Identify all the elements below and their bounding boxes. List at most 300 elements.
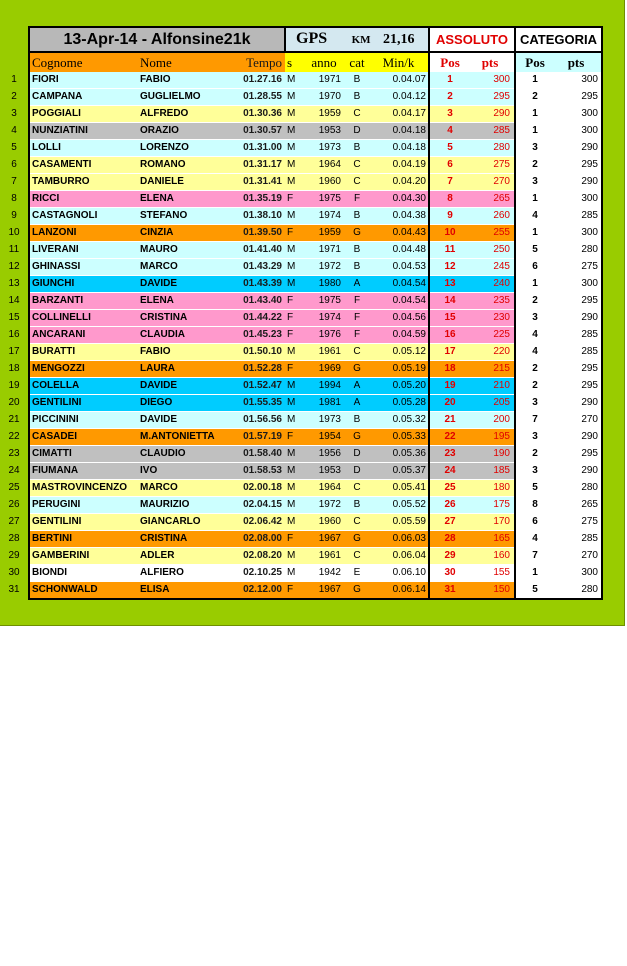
header-tempo[interactable]: Tempo — [228, 52, 285, 72]
cell-sesso[interactable]: F — [285, 225, 307, 242]
cell-tempo[interactable]: 01.30.57 — [228, 123, 285, 140]
cell-cat[interactable]: C — [343, 174, 371, 191]
cell-pts-cat[interactable]: 295 — [554, 378, 602, 395]
cell-anno[interactable]: 1953 — [307, 463, 343, 480]
cell-sesso[interactable]: M — [285, 89, 307, 106]
cell-pts-abs[interactable]: 205 — [470, 395, 515, 412]
cell-pts-cat[interactable]: 285 — [554, 208, 602, 225]
cell-cat[interactable]: D — [343, 123, 371, 140]
header-pos-cat[interactable]: Pos — [515, 52, 554, 72]
cell-pos-abs[interactable]: 28 — [429, 531, 470, 548]
cell-mink[interactable]: 0.06.10 — [371, 565, 429, 582]
cell-cat[interactable]: C — [343, 514, 371, 531]
cell-pts-abs[interactable]: 175 — [470, 497, 515, 514]
cell-sesso[interactable]: M — [285, 208, 307, 225]
cell-anno[interactable]: 1956 — [307, 446, 343, 463]
cell-cat[interactable]: C — [343, 344, 371, 361]
cell-mink[interactable]: 0.05.36 — [371, 446, 429, 463]
cell-cat[interactable]: G — [343, 225, 371, 242]
cell-pts-cat[interactable]: 295 — [554, 157, 602, 174]
cell-cat[interactable]: G — [343, 361, 371, 378]
cell-pos-abs[interactable]: 18 — [429, 361, 470, 378]
cell-sesso[interactable]: M — [285, 259, 307, 276]
cell-pts-abs[interactable]: 200 — [470, 412, 515, 429]
cell-anno[interactable]: 1972 — [307, 497, 343, 514]
cell-pts-cat[interactable]: 285 — [554, 344, 602, 361]
cell-pos-abs[interactable]: 27 — [429, 514, 470, 531]
cell-tempo[interactable]: 01.31.00 — [228, 140, 285, 157]
cell-mink[interactable]: 0.04.17 — [371, 106, 429, 123]
cell-mink[interactable]: 0.05.52 — [371, 497, 429, 514]
cell-pos-cat[interactable]: 8 — [515, 497, 554, 514]
cell-tempo[interactable]: 02.06.42 — [228, 514, 285, 531]
cell-cognome[interactable]: CASTAGNOLI — [29, 208, 138, 225]
cell-anno[interactable]: 1980 — [307, 276, 343, 293]
cell-pos-abs[interactable]: 29 — [429, 548, 470, 565]
cell-cognome[interactable]: GAMBERINI — [29, 548, 138, 565]
cell-pos-cat[interactable]: 1 — [515, 72, 554, 89]
cell-sesso[interactable]: M — [285, 378, 307, 395]
cell-cognome[interactable]: PERUGINI — [29, 497, 138, 514]
cell-pts-cat[interactable]: 300 — [554, 225, 602, 242]
header-nome[interactable]: Nome — [138, 52, 228, 72]
header-mink[interactable]: Min/k — [371, 52, 429, 72]
cell-anno[interactable]: 1973 — [307, 412, 343, 429]
cell-sesso[interactable]: F — [285, 429, 307, 446]
cell-pos-cat[interactable]: 5 — [515, 242, 554, 259]
cell-cat[interactable]: A — [343, 276, 371, 293]
cell-cognome[interactable]: CAMPANA — [29, 89, 138, 106]
cell-tempo[interactable]: 01.43.39 — [228, 276, 285, 293]
cell-pos-abs[interactable]: 9 — [429, 208, 470, 225]
cell-cat[interactable]: B — [343, 497, 371, 514]
cell-tempo[interactable]: 01.41.40 — [228, 242, 285, 259]
cell-cognome[interactable]: FIORI — [29, 72, 138, 89]
cell-nome[interactable]: ADLER — [138, 548, 228, 565]
cell-pos-cat[interactable]: 7 — [515, 412, 554, 429]
cell-cognome[interactable]: GENTILINI — [29, 514, 138, 531]
cell-cognome[interactable]: LOLLI — [29, 140, 138, 157]
cell-pts-cat[interactable]: 300 — [554, 565, 602, 582]
cell-pos-cat[interactable]: 1 — [515, 191, 554, 208]
cell-pos-abs[interactable]: 12 — [429, 259, 470, 276]
cell-pos-cat[interactable]: 5 — [515, 480, 554, 497]
cell-sesso[interactable]: M — [285, 497, 307, 514]
cell-pos-cat[interactable]: 1 — [515, 106, 554, 123]
cell-sesso[interactable]: F — [285, 361, 307, 378]
cell-pos-cat[interactable]: 3 — [515, 395, 554, 412]
cell-pts-abs[interactable]: 150 — [470, 582, 515, 600]
cell-cat[interactable]: F — [343, 191, 371, 208]
cell-pts-abs[interactable]: 250 — [470, 242, 515, 259]
cell-pts-abs[interactable]: 220 — [470, 344, 515, 361]
cell-pts-abs[interactable]: 265 — [470, 191, 515, 208]
cell-mink[interactable]: 0.05.20 — [371, 378, 429, 395]
cell-nome[interactable]: CLAUDIA — [138, 327, 228, 344]
cell-pos-abs[interactable]: 4 — [429, 123, 470, 140]
cell-nome[interactable]: CLAUDIO — [138, 446, 228, 463]
cell-pos-abs[interactable]: 14 — [429, 293, 470, 310]
cell-cognome[interactable]: CASADEI — [29, 429, 138, 446]
cell-cat[interactable]: A — [343, 378, 371, 395]
cell-cognome[interactable]: LANZONI — [29, 225, 138, 242]
cell-sesso[interactable]: F — [285, 582, 307, 600]
cell-cat[interactable]: G — [343, 429, 371, 446]
cell-pts-abs[interactable]: 185 — [470, 463, 515, 480]
cell-cognome[interactable]: CIMATTI — [29, 446, 138, 463]
cell-pts-abs[interactable]: 290 — [470, 106, 515, 123]
cell-pts-cat[interactable]: 290 — [554, 310, 602, 327]
cell-pos-abs[interactable]: 17 — [429, 344, 470, 361]
cell-nome[interactable]: FABIO — [138, 344, 228, 361]
cell-nome[interactable]: FABIO — [138, 72, 228, 89]
cell-nome[interactable]: CRISTINA — [138, 310, 228, 327]
header-pts-cat[interactable]: pts — [554, 52, 602, 72]
cell-mink[interactable]: 0.04.12 — [371, 89, 429, 106]
cell-mink[interactable]: 0.04.18 — [371, 123, 429, 140]
cell-mink[interactable]: 0.05.41 — [371, 480, 429, 497]
cell-pos-cat[interactable]: 4 — [515, 327, 554, 344]
cell-pts-abs[interactable]: 210 — [470, 378, 515, 395]
cell-sesso[interactable]: M — [285, 395, 307, 412]
cell-pts-abs[interactable]: 160 — [470, 548, 515, 565]
cell-pos-abs[interactable]: 24 — [429, 463, 470, 480]
cell-pts-cat[interactable]: 290 — [554, 140, 602, 157]
cell-nome[interactable]: ROMANO — [138, 157, 228, 174]
cell-cognome[interactable]: ANCARANI — [29, 327, 138, 344]
cell-cognome[interactable]: COLELLA — [29, 378, 138, 395]
cell-pos-abs[interactable]: 1 — [429, 72, 470, 89]
cell-mink[interactable]: 0.06.03 — [371, 531, 429, 548]
cell-pos-abs[interactable]: 19 — [429, 378, 470, 395]
cell-cognome[interactable]: NUNZIATINI — [29, 123, 138, 140]
cell-anno[interactable]: 1959 — [307, 106, 343, 123]
cell-pts-abs[interactable]: 295 — [470, 89, 515, 106]
cell-anno[interactable]: 1970 — [307, 89, 343, 106]
cell-mink[interactable]: 0.04.56 — [371, 310, 429, 327]
cell-tempo[interactable]: 01.44.22 — [228, 310, 285, 327]
cell-cat[interactable]: B — [343, 140, 371, 157]
cell-pts-abs[interactable]: 245 — [470, 259, 515, 276]
cell-nome[interactable]: DAVIDE — [138, 276, 228, 293]
cell-pos-cat[interactable]: 1 — [515, 565, 554, 582]
cell-tempo[interactable]: 01.57.19 — [228, 429, 285, 446]
cell-cognome[interactable]: POGGIALI — [29, 106, 138, 123]
cell-anno[interactable]: 1971 — [307, 72, 343, 89]
cell-cat[interactable]: C — [343, 106, 371, 123]
cell-nome[interactable]: CINZIA — [138, 225, 228, 242]
cell-pts-cat[interactable]: 300 — [554, 72, 602, 89]
cell-pts-cat[interactable]: 295 — [554, 293, 602, 310]
cell-pos-cat[interactable]: 7 — [515, 548, 554, 565]
cell-tempo[interactable]: 01.31.41 — [228, 174, 285, 191]
cell-cognome[interactable]: FIUMANA — [29, 463, 138, 480]
cell-pos-cat[interactable]: 1 — [515, 276, 554, 293]
cell-nome[interactable]: GUGLIELMO — [138, 89, 228, 106]
cell-anno[interactable]: 1967 — [307, 582, 343, 600]
header-sesso[interactable]: s — [285, 52, 307, 72]
race-title[interactable]: 13-Apr-14 - Alfonsine21k — [29, 27, 285, 52]
cell-mink[interactable]: 0.04.53 — [371, 259, 429, 276]
cell-anno[interactable]: 1960 — [307, 514, 343, 531]
cell-cat[interactable]: C — [343, 548, 371, 565]
cell-pos-cat[interactable]: 5 — [515, 582, 554, 600]
cell-pos-abs[interactable]: 30 — [429, 565, 470, 582]
cell-anno[interactable]: 1964 — [307, 480, 343, 497]
cell-pts-abs[interactable]: 170 — [470, 514, 515, 531]
cell-anno[interactable]: 1953 — [307, 123, 343, 140]
cell-mink[interactable]: 0.06.14 — [371, 582, 429, 600]
cell-tempo[interactable]: 01.28.55 — [228, 89, 285, 106]
cell-tempo[interactable]: 02.00.18 — [228, 480, 285, 497]
cell-pts-abs[interactable]: 300 — [470, 72, 515, 89]
cell-nome[interactable]: DANIELE — [138, 174, 228, 191]
cell-pos-cat[interactable]: 2 — [515, 378, 554, 395]
cell-tempo[interactable]: 01.50.10 — [228, 344, 285, 361]
cell-nome[interactable]: ALFREDO — [138, 106, 228, 123]
cell-sesso[interactable]: M — [285, 463, 307, 480]
cell-nome[interactable]: MAURO — [138, 242, 228, 259]
cell-anno[interactable]: 1971 — [307, 242, 343, 259]
cell-mink[interactable]: 0.04.07 — [371, 72, 429, 89]
cell-pos-cat[interactable]: 2 — [515, 293, 554, 310]
cell-mink[interactable]: 0.04.43 — [371, 225, 429, 242]
cell-cognome[interactable]: MASTROVINCENZO — [29, 480, 138, 497]
cell-pos-cat[interactable]: 2 — [515, 157, 554, 174]
cell-sesso[interactable]: M — [285, 548, 307, 565]
cell-pts-abs[interactable]: 255 — [470, 225, 515, 242]
cell-pos-cat[interactable]: 2 — [515, 446, 554, 463]
cell-pos-cat[interactable]: 3 — [515, 429, 554, 446]
cell-mink[interactable]: 0.05.12 — [371, 344, 429, 361]
cell-mink[interactable]: 0.04.20 — [371, 174, 429, 191]
cell-pts-abs[interactable]: 275 — [470, 157, 515, 174]
cell-cognome[interactable]: MENGOZZI — [29, 361, 138, 378]
cell-mink[interactable]: 0.05.19 — [371, 361, 429, 378]
cell-cat[interactable]: B — [343, 242, 371, 259]
cell-cat[interactable]: F — [343, 310, 371, 327]
cell-pos-cat[interactable]: 4 — [515, 344, 554, 361]
cell-anno[interactable]: 1954 — [307, 429, 343, 446]
cell-tempo[interactable]: 01.39.50 — [228, 225, 285, 242]
cell-cognome[interactable]: SCHONWALD — [29, 582, 138, 600]
cell-anno[interactable]: 1974 — [307, 310, 343, 327]
cell-pos-abs[interactable]: 16 — [429, 327, 470, 344]
cell-tempo[interactable]: 01.31.17 — [228, 157, 285, 174]
gps-header[interactable] — [285, 27, 429, 52]
cell-pts-cat[interactable]: 270 — [554, 412, 602, 429]
cell-cat[interactable]: A — [343, 395, 371, 412]
cell-pos-abs[interactable]: 26 — [429, 497, 470, 514]
header-anno[interactable]: anno — [307, 52, 343, 72]
cell-nome[interactable]: ELENA — [138, 293, 228, 310]
cell-cognome[interactable]: BIONDI — [29, 565, 138, 582]
cell-anno[interactable]: 1961 — [307, 344, 343, 361]
cell-cognome[interactable]: LIVERANI — [29, 242, 138, 259]
cell-anno[interactable]: 1981 — [307, 395, 343, 412]
cell-pts-cat[interactable]: 265 — [554, 497, 602, 514]
cell-pos-abs[interactable]: 20 — [429, 395, 470, 412]
cell-tempo[interactable]: 02.08.20 — [228, 548, 285, 565]
cell-cognome[interactable]: TAMBURRO — [29, 174, 138, 191]
cell-mink[interactable]: 0.05.37 — [371, 463, 429, 480]
cell-pts-abs[interactable]: 285 — [470, 123, 515, 140]
cell-pts-cat[interactable]: 300 — [554, 106, 602, 123]
cell-nome[interactable]: ALFIERO — [138, 565, 228, 582]
cell-mink[interactable]: 0.05.28 — [371, 395, 429, 412]
cell-mink[interactable]: 0.05.33 — [371, 429, 429, 446]
cell-cognome[interactable]: BURATTI — [29, 344, 138, 361]
header-cognome[interactable]: Cognome — [29, 52, 138, 72]
cell-nome[interactable]: GIANCARLO — [138, 514, 228, 531]
cell-pos-cat[interactable]: 2 — [515, 361, 554, 378]
cell-nome[interactable]: M.ANTONIETTA — [138, 429, 228, 446]
cell-cat[interactable]: B — [343, 208, 371, 225]
cell-anno[interactable]: 1942 — [307, 565, 343, 582]
cell-tempo[interactable]: 02.08.00 — [228, 531, 285, 548]
cell-sesso[interactable]: F — [285, 310, 307, 327]
cell-tempo[interactable]: 02.12.00 — [228, 582, 285, 600]
cell-nome[interactable]: ELENA — [138, 191, 228, 208]
cell-pts-cat[interactable]: 285 — [554, 327, 602, 344]
cell-pts-cat[interactable]: 280 — [554, 242, 602, 259]
cell-cat[interactable]: D — [343, 463, 371, 480]
cell-sesso[interactable]: F — [285, 293, 307, 310]
cell-pos-abs[interactable]: 21 — [429, 412, 470, 429]
cell-nome[interactable]: MARCO — [138, 259, 228, 276]
cell-tempo[interactable]: 01.58.40 — [228, 446, 285, 463]
cell-pts-cat[interactable]: 290 — [554, 429, 602, 446]
cell-anno[interactable]: 1994 — [307, 378, 343, 395]
cell-sesso[interactable]: F — [285, 191, 307, 208]
cell-anno[interactable]: 1960 — [307, 174, 343, 191]
cell-pos-abs[interactable]: 25 — [429, 480, 470, 497]
cell-sesso[interactable]: M — [285, 123, 307, 140]
cell-nome[interactable]: STEFANO — [138, 208, 228, 225]
cell-pos-abs[interactable]: 5 — [429, 140, 470, 157]
cell-pts-cat[interactable]: 275 — [554, 514, 602, 531]
cell-cognome[interactable]: BERTINI — [29, 531, 138, 548]
cell-sesso[interactable]: M — [285, 565, 307, 582]
cell-pts-abs[interactable]: 225 — [470, 327, 515, 344]
categoria-header[interactable]: CATEGORIA — [515, 27, 602, 52]
cell-pts-cat[interactable]: 300 — [554, 123, 602, 140]
cell-nome[interactable]: MAURIZIO — [138, 497, 228, 514]
cell-pts-cat[interactable]: 295 — [554, 446, 602, 463]
cell-pts-abs[interactable]: 215 — [470, 361, 515, 378]
cell-pts-cat[interactable]: 300 — [554, 191, 602, 208]
cell-nome[interactable]: DAVIDE — [138, 378, 228, 395]
cell-pos-cat[interactable]: 2 — [515, 89, 554, 106]
cell-sesso[interactable]: M — [285, 106, 307, 123]
cell-tempo[interactable]: 02.10.25 — [228, 565, 285, 582]
cell-mink[interactable]: 0.04.18 — [371, 140, 429, 157]
cell-tempo[interactable]: 01.30.36 — [228, 106, 285, 123]
cell-pts-cat[interactable]: 290 — [554, 174, 602, 191]
cell-nome[interactable]: CRISTINA — [138, 531, 228, 548]
cell-cat[interactable]: C — [343, 480, 371, 497]
cell-pts-cat[interactable]: 290 — [554, 395, 602, 412]
cell-pos-cat[interactable]: 1 — [515, 225, 554, 242]
cell-tempo[interactable]: 01.27.16 — [228, 72, 285, 89]
cell-cognome[interactable]: GENTILINI — [29, 395, 138, 412]
cell-pts-cat[interactable]: 280 — [554, 582, 602, 600]
cell-mink[interactable]: 0.04.54 — [371, 276, 429, 293]
cell-sesso[interactable]: M — [285, 157, 307, 174]
cell-pos-cat[interactable]: 6 — [515, 514, 554, 531]
cell-pts-abs[interactable]: 260 — [470, 208, 515, 225]
cell-anno[interactable]: 1975 — [307, 191, 343, 208]
cell-pts-cat[interactable]: 295 — [554, 89, 602, 106]
cell-cat[interactable]: F — [343, 327, 371, 344]
cell-tempo[interactable]: 01.55.35 — [228, 395, 285, 412]
header-pos-abs[interactable]: Pos — [429, 52, 470, 72]
cell-mink[interactable]: 0.06.04 — [371, 548, 429, 565]
cell-anno[interactable]: 1961 — [307, 548, 343, 565]
cell-anno[interactable]: 1964 — [307, 157, 343, 174]
cell-pos-cat[interactable]: 3 — [515, 310, 554, 327]
cell-cognome[interactable]: CASAMENTI — [29, 157, 138, 174]
cell-tempo[interactable]: 01.52.28 — [228, 361, 285, 378]
cell-cat[interactable]: C — [343, 157, 371, 174]
cell-pos-abs[interactable]: 3 — [429, 106, 470, 123]
cell-cat[interactable]: B — [343, 259, 371, 276]
cell-pos-abs[interactable]: 6 — [429, 157, 470, 174]
cell-tempo[interactable]: 01.43.40 — [228, 293, 285, 310]
cell-anno[interactable]: 1974 — [307, 208, 343, 225]
cell-tempo[interactable]: 01.52.47 — [228, 378, 285, 395]
cell-nome[interactable]: DAVIDE — [138, 412, 228, 429]
cell-sesso[interactable]: M — [285, 514, 307, 531]
cell-anno[interactable]: 1973 — [307, 140, 343, 157]
cell-anno[interactable]: 1967 — [307, 531, 343, 548]
cell-nome[interactable]: ORAZIO — [138, 123, 228, 140]
cell-cognome[interactable]: PICCININI — [29, 412, 138, 429]
cell-sesso[interactable]: M — [285, 72, 307, 89]
cell-tempo[interactable]: 02.04.15 — [228, 497, 285, 514]
cell-nome[interactable]: DIEGO — [138, 395, 228, 412]
cell-pts-cat[interactable]: 285 — [554, 531, 602, 548]
cell-pos-abs[interactable]: 15 — [429, 310, 470, 327]
cell-cat[interactable]: G — [343, 531, 371, 548]
cell-sesso[interactable]: M — [285, 480, 307, 497]
cell-sesso[interactable]: M — [285, 174, 307, 191]
cell-cat[interactable]: B — [343, 89, 371, 106]
cell-tempo[interactable]: 01.38.10 — [228, 208, 285, 225]
cell-nome[interactable]: LORENZO — [138, 140, 228, 157]
cell-pos-abs[interactable]: 22 — [429, 429, 470, 446]
cell-anno[interactable]: 1976 — [307, 327, 343, 344]
cell-anno[interactable]: 1975 — [307, 293, 343, 310]
cell-pts-abs[interactable]: 280 — [470, 140, 515, 157]
cell-mink[interactable]: 0.05.59 — [371, 514, 429, 531]
cell-cognome[interactable]: COLLINELLI — [29, 310, 138, 327]
assoluto-header[interactable]: ASSOLUTO — [429, 27, 515, 52]
cell-pts-abs[interactable]: 190 — [470, 446, 515, 463]
cell-pos-abs[interactable]: 11 — [429, 242, 470, 259]
cell-sesso[interactable]: M — [285, 276, 307, 293]
header-cat[interactable]: cat — [343, 52, 371, 72]
cell-sesso[interactable]: M — [285, 344, 307, 361]
cell-pts-abs[interactable]: 240 — [470, 276, 515, 293]
cell-mink[interactable]: 0.04.30 — [371, 191, 429, 208]
cell-pos-abs[interactable]: 2 — [429, 89, 470, 106]
cell-cat[interactable]: G — [343, 582, 371, 600]
cell-pos-abs[interactable]: 10 — [429, 225, 470, 242]
cell-sesso[interactable]: M — [285, 412, 307, 429]
cell-pts-cat[interactable]: 295 — [554, 361, 602, 378]
cell-pos-cat[interactable]: 3 — [515, 174, 554, 191]
